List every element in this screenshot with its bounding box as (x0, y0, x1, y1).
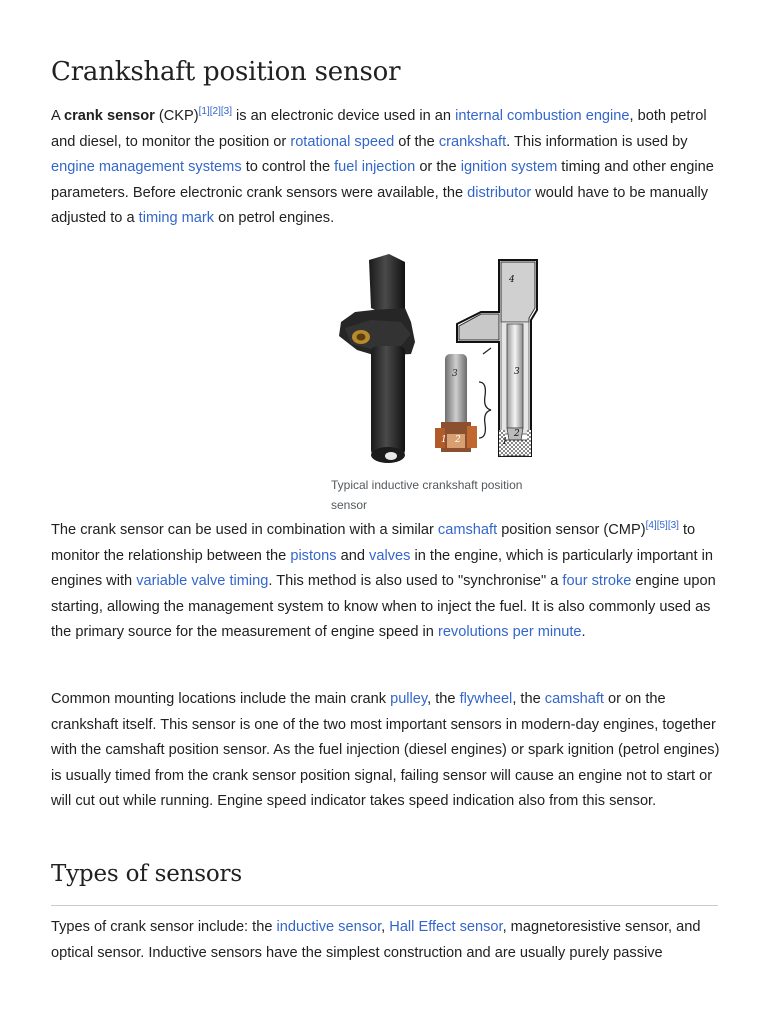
section-divider (51, 905, 718, 906)
types-paragraph: Types of crank sensor include: the inductive sensor, Hall Effect sensor, magnetoresistive sensor, and optical sensor. Inductive sensors have the simplest construction and are usually purely passive (51, 919, 701, 961)
mounting-paragraph: Common mounting locations include the main crank pulley, the flywheel, the camshaft or on the crankshaft itself. This sensor is one of the two most important sensors in modern-day engines, together with the camshaft position sensor. As the fuel injection (diesel engines) or spark ignition (petrol engines) is usually timed from the crank sensor position signal, failing sensor will cause an engine not to start or will cut out while running. Engine speed indicator takes speed indication also from this sensor. (51, 691, 720, 809)
label-3-diagram: 3 (514, 367, 520, 377)
link-rotational-speed[interactable]: rotational speed (290, 133, 395, 150)
reference-group (199, 106, 232, 117)
link-flywheel[interactable]: flywheel (459, 691, 513, 707)
link-camshaft[interactable]: camshaft (437, 522, 498, 538)
label-2-photo: 2 (455, 435, 461, 445)
link-timing-mark[interactable]: timing mark (138, 210, 215, 226)
link-crankshaft[interactable]: crankshaft (438, 133, 507, 150)
label-3-photo: 3 (452, 369, 458, 379)
link-distributor[interactable]: distributor (467, 184, 532, 201)
sensor-photo (339, 254, 415, 463)
reference-link-3b[interactable]: [3] (667, 520, 679, 532)
reference-link-1[interactable]: [1] (198, 106, 210, 118)
link-fuel-injection[interactable]: fuel injection (334, 159, 416, 175)
link-pistons[interactable]: pistons (290, 547, 337, 564)
cutaway-photo (435, 354, 477, 452)
brace-mark (479, 382, 491, 438)
label-1-photo: 1 (441, 435, 447, 445)
link-internal-combustion-engine[interactable]: internal combustion engine (455, 108, 630, 124)
link-variable-valve-timing[interactable]: variable valve timing (136, 573, 269, 589)
reference-link-3[interactable]: [3] (220, 106, 232, 118)
intro-paragraph: A crank sensor (CKP)[1][2][3] is an electronic device used in an internal combustion engine, both petrol and diesel, to monitor the position or rotational speed of the crankshaft. This information is used by engine management systems to control the fuel injection or the ignition system timing and other engine parameters. Before electronic crank sensors were available, the distributor would have to be manually adjusted to a timing mark on petrol engines. (51, 106, 714, 226)
label-2-diagram: 2 (514, 429, 520, 439)
pointer-line (483, 348, 491, 354)
link-four-stroke[interactable]: four stroke (562, 573, 632, 589)
bold-term: crank sensor (63, 108, 155, 124)
link-pulley[interactable]: pulley (390, 691, 428, 707)
link-engine-management-systems[interactable]: engine management systems (51, 159, 242, 175)
link-valves[interactable]: valves (369, 547, 411, 564)
link-inductive-sensor[interactable]: inductive sensor (276, 919, 382, 935)
reference-link-4[interactable]: [4] (645, 520, 657, 532)
reference-group (646, 520, 679, 531)
reference-link-2[interactable]: [2] (209, 106, 221, 118)
link-camshaft-2[interactable]: camshaft (544, 691, 604, 707)
link-hall-effect-sensor[interactable]: Hall Effect sensor (389, 919, 503, 935)
reference-link-5[interactable]: [5] (656, 520, 668, 532)
section-heading-types: Types of sensors (51, 861, 242, 887)
sensor-figure (331, 250, 541, 515)
combination-paragraph: The crank sensor can be used in combination with a similar camshaft position sensor (CMP)[4][5][3] to monitor the relationship between the pistons and valves in the engine, which is particularly important in engines with variable valve timing. This method is also used to "synchronise" a four stroke engine upon starting, allowing the management system to know when to inject the fuel. It is also commonly used as the primary source for the measurement of engine speed in revolutions per minute. (51, 520, 716, 640)
label-1-diagram: 1 (502, 437, 508, 447)
link-ignition-system[interactable]: ignition system (460, 159, 558, 175)
sensor-image[interactable] (331, 250, 541, 468)
label-4: 4 (509, 275, 515, 285)
figure-caption: Typical inductive crankshaft position sensor (331, 478, 523, 512)
page-title: Crankshaft position sensor (51, 57, 401, 87)
link-revolutions-per-minute[interactable]: revolutions per minute (437, 624, 582, 640)
